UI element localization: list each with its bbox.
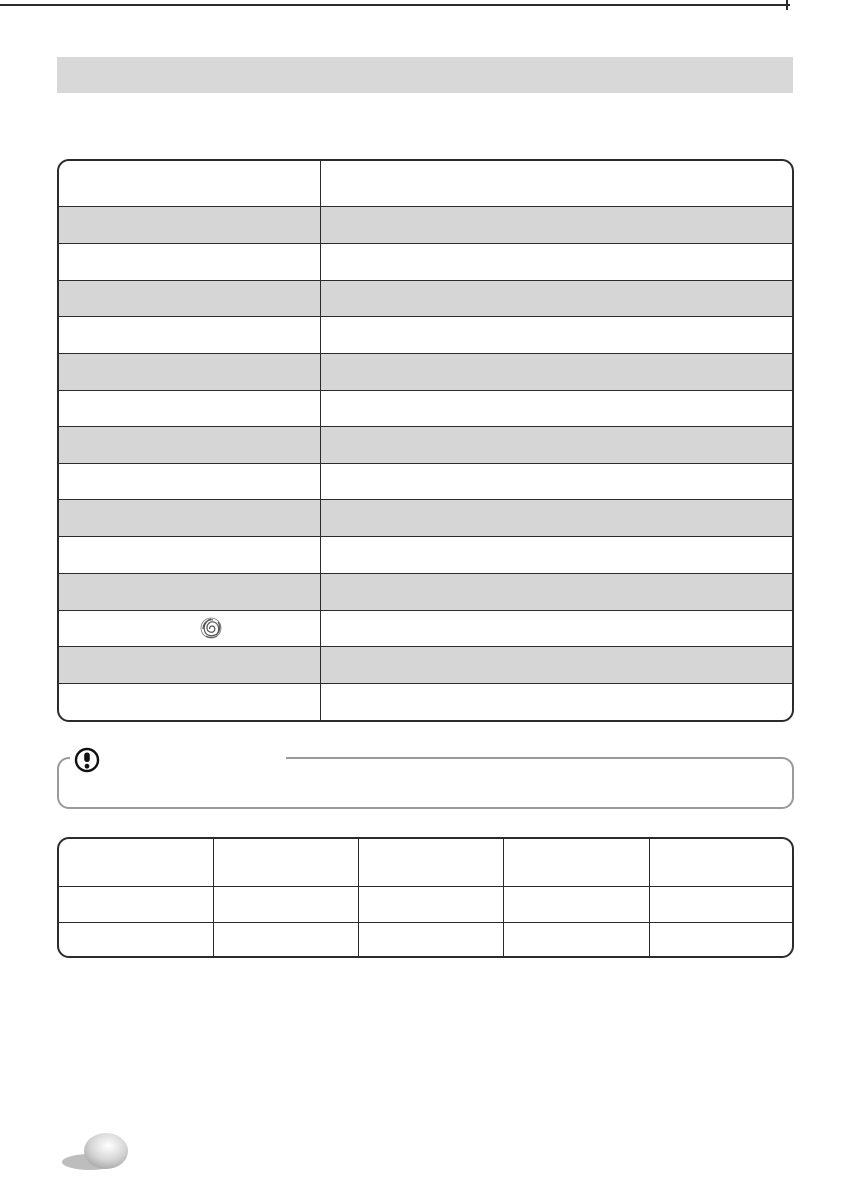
table-row — [59, 610, 792, 646]
table-row — [59, 499, 792, 536]
exclamation-icon — [74, 747, 100, 773]
caution-note-box — [57, 757, 794, 809]
page-number-badge — [60, 1132, 132, 1172]
table-row — [59, 573, 792, 610]
table-row — [59, 280, 792, 316]
table-row — [59, 161, 792, 206]
table-row — [59, 316, 792, 353]
wool-mark-icon — [200, 617, 222, 639]
table-row — [59, 463, 792, 499]
row-divider — [59, 886, 792, 887]
table-row — [59, 243, 792, 280]
specifications-table — [57, 159, 794, 722]
column-divider — [320, 161, 321, 720]
note-heading-area — [70, 752, 286, 762]
table-row — [59, 206, 792, 243]
top-rule — [0, 4, 790, 6]
column-divider — [649, 839, 650, 956]
table-row — [59, 536, 792, 573]
table-row — [59, 646, 792, 683]
table-row — [59, 683, 792, 720]
column-divider — [358, 839, 359, 956]
table-row — [59, 390, 792, 426]
page-title-bar — [57, 57, 793, 93]
column-divider — [503, 839, 504, 956]
comparison-table — [57, 837, 794, 958]
column-divider — [213, 839, 214, 956]
table-row — [59, 426, 792, 463]
top-rule-end — [786, 0, 788, 10]
table-row — [59, 353, 792, 390]
row-divider — [59, 922, 792, 923]
